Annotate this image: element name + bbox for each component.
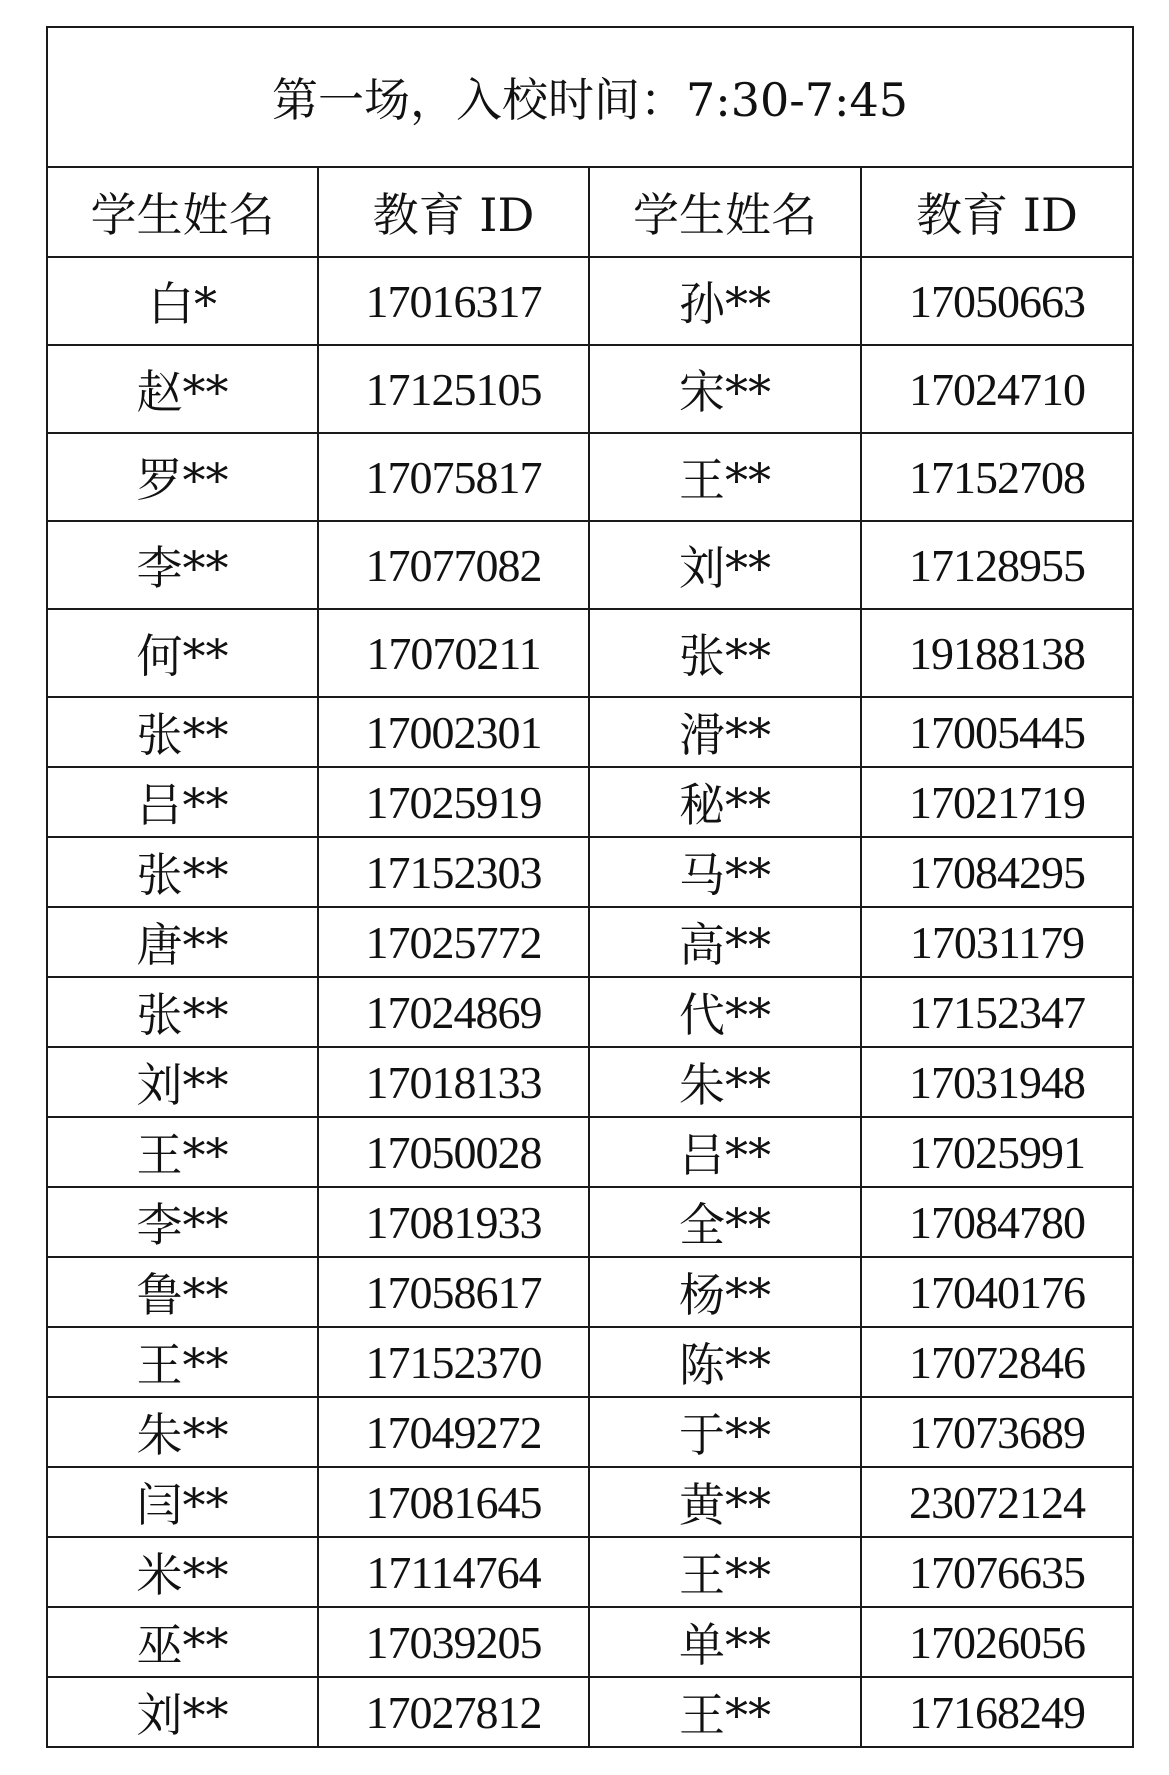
student-name-cell: 马** bbox=[589, 837, 861, 907]
education-id-cell: 17168249 bbox=[861, 1677, 1133, 1747]
education-id-cell: 17152347 bbox=[861, 977, 1133, 1047]
student-name-cell: 于** bbox=[589, 1397, 861, 1467]
student-name-cell: 刘** bbox=[589, 521, 861, 609]
education-id-cell: 17050663 bbox=[861, 257, 1133, 345]
education-id-cell: 17050028 bbox=[318, 1117, 589, 1187]
document-page bbox=[46, 26, 1134, 1748]
student-name-cell: 张** bbox=[47, 837, 318, 907]
education-id-cell: 17025991 bbox=[861, 1117, 1133, 1187]
student-name-cell: 朱** bbox=[47, 1397, 318, 1467]
table-row bbox=[47, 1257, 1133, 1327]
student-name-cell: 张** bbox=[47, 977, 318, 1047]
education-id-cell: 19188138 bbox=[861, 609, 1133, 697]
student-name-cell: 张** bbox=[47, 697, 318, 767]
education-id-cell: 17016317 bbox=[318, 257, 589, 345]
education-id-cell: 17026056 bbox=[861, 1607, 1133, 1677]
education-id-cell: 17005445 bbox=[861, 697, 1133, 767]
education-id-cell: 17025772 bbox=[318, 907, 589, 977]
education-id-cell: 17040176 bbox=[861, 1257, 1133, 1327]
column-header-education-id: 教育 ID bbox=[861, 167, 1133, 257]
student-name-cell: 杨** bbox=[589, 1257, 861, 1327]
table-row bbox=[47, 1677, 1133, 1747]
student-name-cell: 吕** bbox=[589, 1117, 861, 1187]
education-id-cell: 17076635 bbox=[861, 1537, 1133, 1607]
education-id-cell: 17114764 bbox=[318, 1537, 589, 1607]
student-name-cell: 刘** bbox=[47, 1677, 318, 1747]
education-id-cell: 17025919 bbox=[318, 767, 589, 837]
education-id-cell: 17031948 bbox=[861, 1047, 1133, 1117]
title-row bbox=[47, 27, 1133, 167]
education-id-cell: 17021719 bbox=[861, 767, 1133, 837]
table-row bbox=[47, 1187, 1133, 1257]
table-row bbox=[47, 977, 1133, 1047]
education-id-cell: 17152708 bbox=[861, 433, 1133, 521]
education-id-cell: 17152370 bbox=[318, 1327, 589, 1397]
student-name-cell: 赵** bbox=[47, 345, 318, 433]
student-name-cell: 吕** bbox=[47, 767, 318, 837]
student-name-cell: 黄** bbox=[589, 1467, 861, 1537]
student-name-cell: 单** bbox=[589, 1607, 861, 1677]
education-id-cell: 17018133 bbox=[318, 1047, 589, 1117]
table-row bbox=[47, 837, 1133, 907]
student-name-cell: 何** bbox=[47, 609, 318, 697]
education-id-cell: 17070211 bbox=[318, 609, 589, 697]
student-name-cell: 李** bbox=[47, 1187, 318, 1257]
student-name-cell: 王** bbox=[589, 1677, 861, 1747]
student-name-cell: 刘** bbox=[47, 1047, 318, 1117]
education-id-cell: 17075817 bbox=[318, 433, 589, 521]
column-header-student-name: 学生姓名 bbox=[589, 167, 861, 257]
table-row bbox=[47, 767, 1133, 837]
education-id-cell: 17152303 bbox=[318, 837, 589, 907]
student-name-cell: 李** bbox=[47, 521, 318, 609]
table-row bbox=[47, 1607, 1133, 1677]
table-row bbox=[47, 1327, 1133, 1397]
education-id-cell: 17081645 bbox=[318, 1467, 589, 1537]
education-id-cell: 17024710 bbox=[861, 345, 1133, 433]
student-name-cell: 滑** bbox=[589, 697, 861, 767]
education-id-cell: 17084780 bbox=[861, 1187, 1133, 1257]
student-name-cell: 代** bbox=[589, 977, 861, 1047]
education-id-cell: 17073689 bbox=[861, 1397, 1133, 1467]
education-id-cell: 17031179 bbox=[861, 907, 1133, 977]
table-row bbox=[47, 433, 1133, 521]
table-row bbox=[47, 1537, 1133, 1607]
student-name-cell: 秘** bbox=[589, 767, 861, 837]
table-row bbox=[47, 345, 1133, 433]
table-row bbox=[47, 1397, 1133, 1467]
education-id-cell: 17002301 bbox=[318, 697, 589, 767]
student-name-cell: 罗** bbox=[47, 433, 318, 521]
student-name-cell: 白* bbox=[47, 257, 318, 345]
table-row bbox=[47, 1467, 1133, 1537]
table-row bbox=[47, 1047, 1133, 1117]
student-name-cell: 王** bbox=[589, 433, 861, 521]
education-id-cell: 17058617 bbox=[318, 1257, 589, 1327]
student-name-cell: 唐** bbox=[47, 907, 318, 977]
student-name-cell: 高** bbox=[589, 907, 861, 977]
table-row bbox=[47, 1117, 1133, 1187]
student-name-cell: 王** bbox=[47, 1117, 318, 1187]
student-name-cell: 王** bbox=[47, 1327, 318, 1397]
education-id-cell: 17027812 bbox=[318, 1677, 589, 1747]
table-row bbox=[47, 697, 1133, 767]
education-id-cell: 17077082 bbox=[318, 521, 589, 609]
education-id-cell: 17128955 bbox=[861, 521, 1133, 609]
session-title: 第一场，入校时间：7:30-7:45 bbox=[47, 27, 1133, 167]
student-name-cell: 宋** bbox=[589, 345, 861, 433]
student-name-cell: 米** bbox=[47, 1537, 318, 1607]
education-id-cell: 17081933 bbox=[318, 1187, 589, 1257]
education-id-cell: 17024869 bbox=[318, 977, 589, 1047]
header-row bbox=[47, 167, 1133, 257]
column-header-education-id: 教育 ID bbox=[318, 167, 589, 257]
column-header-student-name: 学生姓名 bbox=[47, 167, 318, 257]
student-name-cell: 张** bbox=[589, 609, 861, 697]
education-id-cell: 17125105 bbox=[318, 345, 589, 433]
table-row bbox=[47, 521, 1133, 609]
education-id-cell: 17039205 bbox=[318, 1607, 589, 1677]
table-row bbox=[47, 907, 1133, 977]
education-id-cell: 17084295 bbox=[861, 837, 1133, 907]
student-name-cell: 朱** bbox=[589, 1047, 861, 1117]
student-name-cell: 巫** bbox=[47, 1607, 318, 1677]
student-name-cell: 王** bbox=[589, 1537, 861, 1607]
education-id-cell: 17049272 bbox=[318, 1397, 589, 1467]
education-id-cell: 23072124 bbox=[861, 1467, 1133, 1537]
student-name-cell: 鲁** bbox=[47, 1257, 318, 1327]
student-name-cell: 陈** bbox=[589, 1327, 861, 1397]
table-row bbox=[47, 609, 1133, 697]
table-row bbox=[47, 257, 1133, 345]
education-id-cell: 17072846 bbox=[861, 1327, 1133, 1397]
student-roster-table bbox=[46, 26, 1134, 1748]
student-name-cell: 闫** bbox=[47, 1467, 318, 1537]
student-name-cell: 孙** bbox=[589, 257, 861, 345]
student-name-cell: 全** bbox=[589, 1187, 861, 1257]
